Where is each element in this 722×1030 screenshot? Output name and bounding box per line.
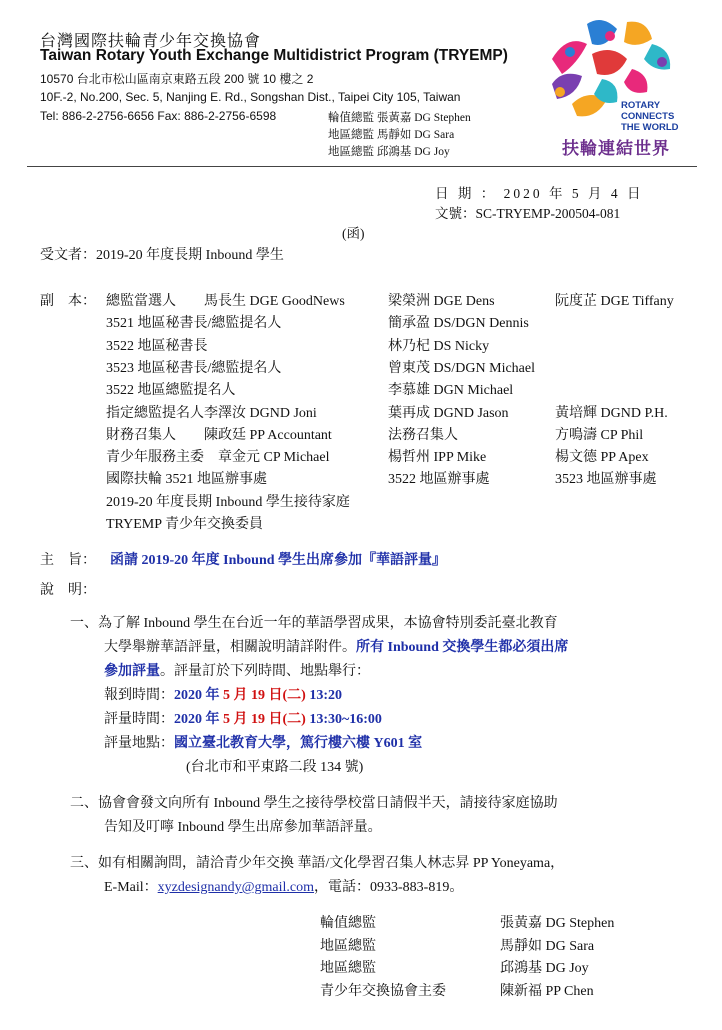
email-link[interactable]: xyzdesignandy@gmail.com (157, 880, 315, 895)
subject: 函請 2019-20 年度 Inbound 學生出席參加『華語評量』 (110, 553, 447, 568)
cc-entry: 3521 地區秘書長/總監提名人 (106, 316, 282, 332)
exam-label: 評量時間： (104, 712, 174, 727)
logo-figure (565, 47, 575, 57)
signature-name: 張黃嘉 DG Stephen (500, 916, 615, 931)
cc-entry: 梁榮洲 DGE Dens (388, 294, 495, 309)
document-date: 日 期 ： 2020 年 5 月 4 日 (435, 186, 644, 201)
logo-figure (552, 41, 587, 74)
checkin-year: 2020 年 (174, 688, 223, 703)
item-2-line-1: 二、協會會發文向所有 Inbound 學生之接待學校當日請假半天，請接待家庭協助 (70, 796, 558, 811)
cc-entry: 葉再成 DGND Jason (388, 405, 509, 421)
logo-text-rotary: ROTARY (621, 100, 661, 111)
item-1-line-2a: 大學舉辦華語評量，相關說明請詳附件。 (104, 640, 356, 655)
item-1-line-2 (104, 636, 568, 656)
signature-title: 青少年交換協會主委 (320, 983, 446, 999)
logo-figure (555, 87, 565, 97)
logo-figure (592, 50, 627, 75)
cc-entry: 2019-20 年度長期 Inbound 學生接待家庭 (106, 494, 350, 510)
cc-entry: 李慕雄 DGN Michael (388, 383, 514, 399)
governor-3: 地區總監 邱鴻基 DG Joy (328, 146, 450, 158)
governor-2: 地區總監 馬靜如 DG Sara (328, 129, 455, 141)
tel-fax: Tel: 886-2-2756-6656 Fax: 886-2-2756-6598 (40, 109, 277, 123)
recipient: 受文者：2019-20 年度長期 Inbound 學生 (40, 248, 284, 263)
header-divider (27, 166, 697, 167)
governor-1: 輪值總監 張黃嘉 DG Stephen (328, 112, 471, 124)
item-2-line-2: 告知及叮嚀 Inbound 學生出席參加華語評量。 (104, 820, 382, 835)
explanation-label: 說 明： (40, 583, 96, 598)
cc-entry: 3523 地區辦事處 (555, 472, 657, 488)
exam-clock: 13:30~16:00 (305, 712, 382, 727)
item-1-line-3 (104, 660, 370, 680)
place-label: 評量地點： (104, 736, 174, 751)
item-1-attend: 參加評量 (104, 664, 160, 679)
logo-figure (624, 69, 647, 93)
cc-entry: TRYEMP 青少年交換委員 (106, 517, 263, 532)
logo-figure (605, 31, 615, 41)
org-name-zh: 台灣國際扶輪青少年交換協會 (40, 33, 262, 50)
cc-entry: 國際扶輪 3521 地區辦事處 (106, 472, 267, 488)
cc-entry: 青少年服務主委 章金元 CP Michael (106, 450, 330, 466)
logo-text-zh: 扶輪連結世界 (562, 139, 670, 159)
checkin-date: 5 月 19 日(二) (223, 688, 306, 703)
place-name: 國立臺北教育大學，篤行樓六樓 Y601 室 (174, 736, 423, 751)
signature-title: 地區總監 (320, 961, 376, 976)
cc-entry: 阮度芷 DGE Tiffany (555, 294, 674, 309)
cc-entry: 3522 地區辦事處 (388, 472, 490, 488)
exam-time (104, 708, 382, 728)
signature-name: 馬靜如 DG Sara (500, 938, 595, 954)
checkin-label: 報到時間： (104, 688, 174, 703)
phone-text: ，電話：0933-883-819。 (314, 880, 464, 895)
logo-figure (624, 22, 652, 45)
cc-label: 副 本： (40, 294, 96, 309)
org-name-en: Taiwan Rotary Youth Exchange Multidistrict Program (TRYEMP) (40, 47, 508, 64)
cc-entry: 3522 地區總監提名人 (106, 383, 236, 399)
cc-entry: 曾東茂 DS/DGN Michael (388, 360, 535, 376)
cc-entry: 簡承盈 DS/DGN Dennis (388, 316, 529, 332)
cc-entry: 指定總監提名人李澤汝 DGND Joni (106, 405, 317, 421)
cc-entry: 財務召集人 陳政廷 PP Accountant (106, 427, 332, 443)
email-label: E-Mail： (104, 880, 158, 895)
subject-label: 主 旨： (40, 553, 96, 568)
logo-figure (657, 57, 667, 67)
item-1-line-1: 一、為了解 Inbound 學生在台近一年的華語學習成果，本協會特別委託臺北教育 (70, 616, 558, 631)
logo-figure (644, 44, 670, 70)
item-1-line-3b: 。評量訂於下列時間、地點舉行： (160, 664, 370, 679)
cc-entry: 3523 地區秘書長/總監提名人 (106, 360, 282, 376)
cc-entry: 方鳴濤 CP Phil (555, 427, 644, 443)
exam-year: 2020 年 (174, 712, 223, 727)
cc-entry: 楊哲州 IPP Mike (388, 450, 487, 466)
cc-entry: 黃培輝 DGND P.H. (555, 405, 668, 421)
cc-entry: 總監當選人 馬長生 DGE GoodNews (106, 294, 345, 309)
exam-place (104, 732, 422, 752)
cc-entry: 3522 地區秘書長 (106, 338, 208, 354)
letter-mark: (函) (342, 226, 365, 241)
address-en: 10F.-2, No.200, Sec. 5, Nanjing E. Rd., Songshan Dist., Taipei City 105, Taiwan (40, 90, 461, 104)
checkin-time (104, 684, 342, 704)
item-3-line-2 (104, 876, 463, 896)
signature-title: 輪值總監 (320, 916, 376, 931)
logo-text-connects: CONNECTS (621, 111, 675, 122)
cc-entry: 楊文德 PP Apex (555, 450, 649, 466)
signature-name: 陳新福 PP Chen (500, 983, 594, 999)
signature-name: 邱鴻基 DG Joy (500, 961, 589, 976)
item-1-mandatory: 所有 Inbound 交換學生都必須出席 (356, 640, 569, 655)
item-3-line-1: 三、如有相關詢問，請洽青少年交換 華語/文化學習召集人林志昇 PP Yoneyama， (70, 856, 565, 871)
logo-text-world: THE WORLD (621, 122, 679, 133)
address-zh: 10570 台北市松山區南京東路五段 200 號 10 樓之 2 (40, 72, 314, 86)
cc-entry: 林乃杞 DS Nicky (388, 338, 490, 354)
document-number: 文號：SC-TRYEMP-200504-081 (435, 206, 621, 221)
cc-entry: 法務召集人 (388, 427, 458, 443)
signature-title: 地區總監 (320, 938, 376, 954)
place-address: (台北市和平東路二段 134 號) (186, 760, 364, 775)
exam-date: 5 月 19 日(二) (223, 712, 306, 727)
checkin-clock: 13:20 (305, 688, 342, 703)
